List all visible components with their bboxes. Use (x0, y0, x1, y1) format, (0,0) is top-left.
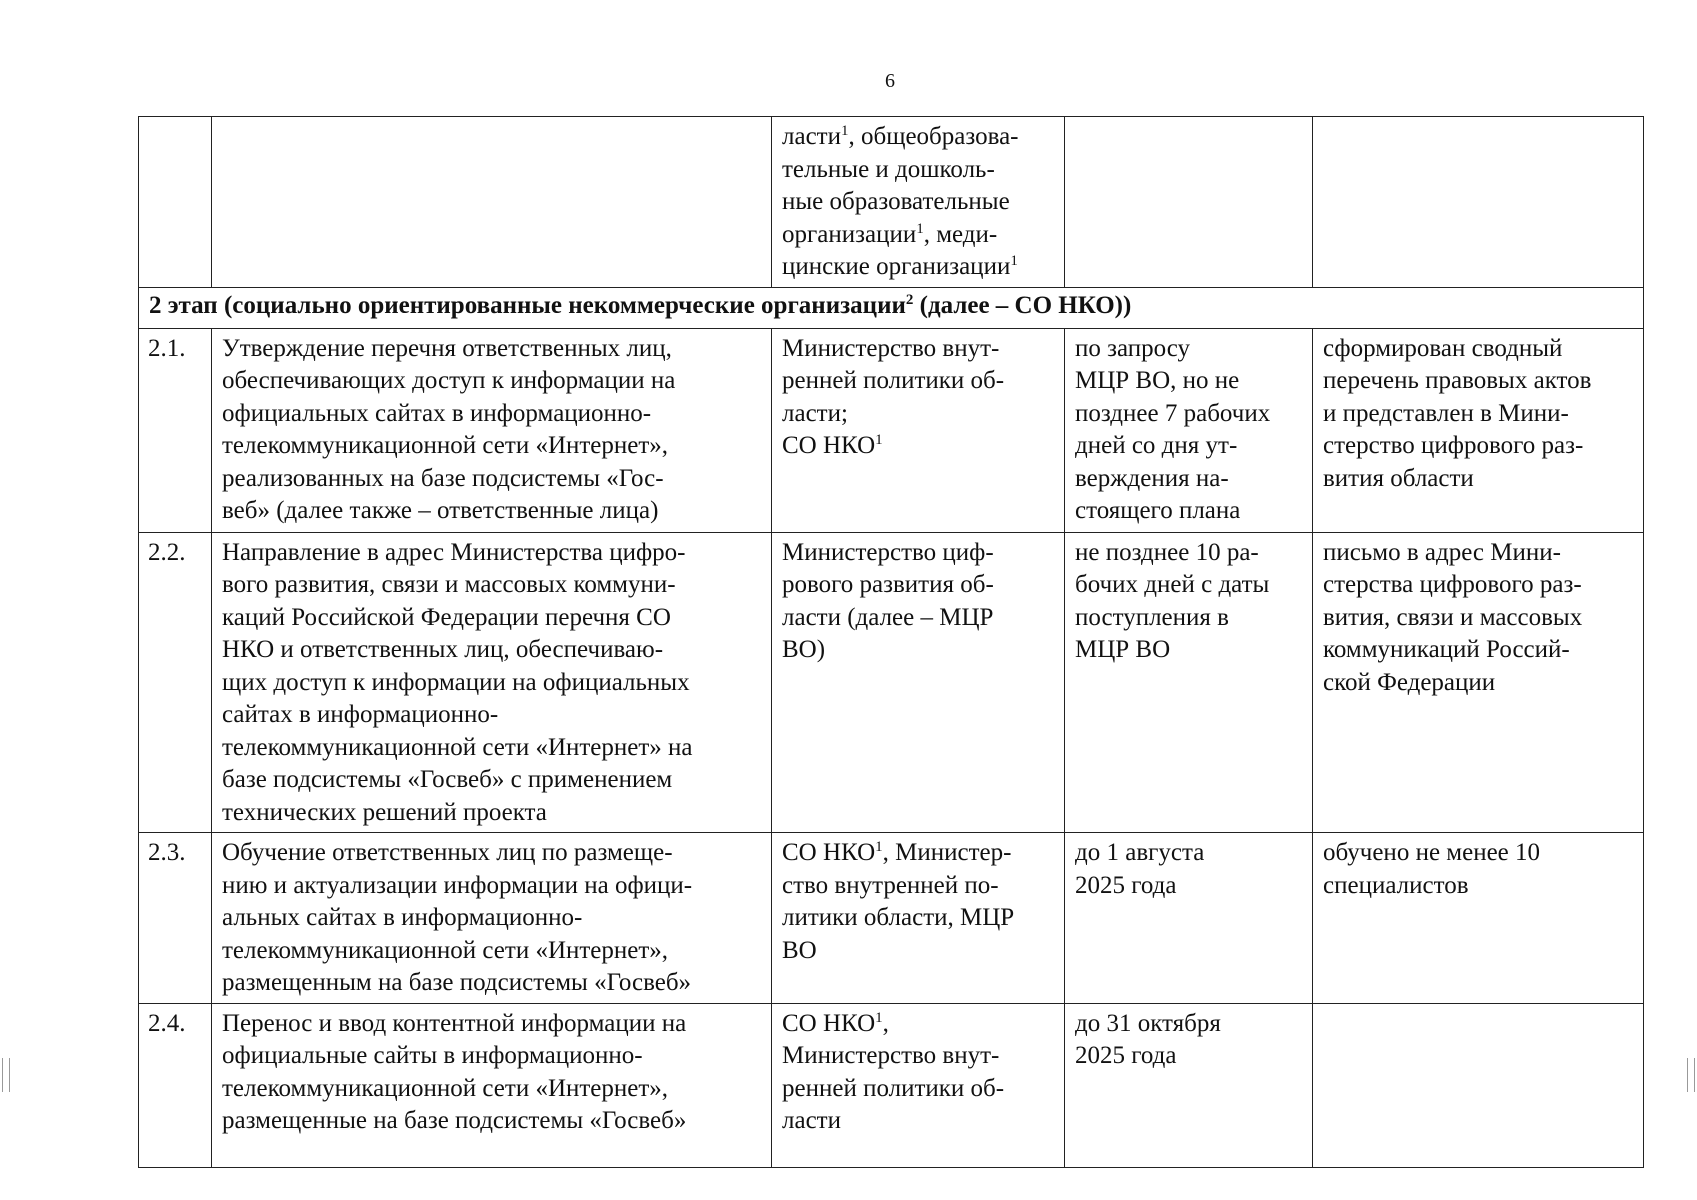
deadline-cell: по запросу МЦР ВО, но не позднее 7 рабочих дней со дня ут- верждения на- стоящего плана (1065, 328, 1313, 532)
result-cell (1313, 1003, 1644, 1167)
responsible-cell: СО НКО$^1$, Министерство внут- ренней политики об- ласти (772, 1003, 1065, 1167)
deadline-cell: до 1 августа 2025 года (1065, 833, 1313, 1004)
responsible-cell: ласти$^1$, общеобразова- тельные и дошколь- ные образовательные организации$^1$, меди- цинские организации$^1$ (772, 117, 1065, 288)
number-cell (139, 117, 212, 288)
table-row (139, 1003, 1644, 1167)
responsible-cell: Министерство циф- рового развития об- ласти (далее – МЦР ВО) (772, 532, 1065, 833)
stage-header-row (139, 287, 1644, 328)
row-number: 2.2. (139, 532, 212, 833)
stage-header: 2 этап (социально ориентированные некоммерческие организации$^2$ (далее – СО НКО)) (139, 287, 1644, 328)
page-number: 6 (885, 70, 895, 92)
table-row (139, 532, 1644, 833)
deadline-cell (1065, 117, 1313, 288)
result-cell: сформирован сводный перечень правовых актов и представлен в Мини- стерство цифрового раз- вития области (1313, 328, 1644, 532)
event-cell (212, 117, 772, 288)
continuation-row (139, 117, 1644, 288)
scan-margin-mark (1687, 1058, 1695, 1092)
event-cell: Перенос и ввод контентной информации на официальные сайты в информационно- телекоммуникационной сети «Интернет», размещенные на базе подсистемы «Госвеб» (212, 1003, 772, 1167)
responsible-cell: Министерство внут- ренней политики об- ласти; СО НКО$^1$ (772, 328, 1065, 532)
deadline-cell: до 31 октября 2025 года (1065, 1003, 1313, 1167)
event-cell: Обучение ответственных лиц по размеще- нию и актуализации информации на офици- альных сайтах в информационно- телекоммуникационной сети «Интернет», размещенным на базе подсистемы «Госвеб» (212, 833, 772, 1004)
row-number: 2.4. (139, 1003, 212, 1167)
result-cell (1313, 117, 1644, 288)
action-plan-table (138, 116, 1644, 1168)
event-cell: Направление в адрес Министерства цифро- вого развития, связи и массовых коммуни- каций Российской Федерации перечня СО НКО и ответственных лиц, обеспечиваю- щих доступ к информации на официальных сайтах в информационно- телекоммуникационной сети «Интернет» на базе подсистемы «Госвеб» с применением технических решений проекта (212, 532, 772, 833)
result-cell: письмо в адрес Мини- стерства цифрового раз- вития, связи и массовых коммуникаций Россий- ской Федерации (1313, 532, 1644, 833)
table-row (139, 833, 1644, 1004)
row-number: 2.1. (139, 328, 212, 532)
table-row (139, 328, 1644, 532)
scan-margin-mark (2, 1058, 10, 1092)
responsible-cell: СО НКО$^1$, Министер- ство внутренней по- литики области, МЦР ВО (772, 833, 1065, 1004)
event-cell: Утверждение перечня ответственных лиц, обеспечивающих доступ к информации на официальных сайтах в информационно- телекоммуникационной сети «Интернет», реализованных на базе подсистемы «Гос- веб» (далее также – ответственные лица) (212, 328, 772, 532)
deadline-cell: не позднее 10 ра- бочих дней с даты поступления в МЦР ВО (1065, 532, 1313, 833)
result-cell: обучено не менее 10 специалистов (1313, 833, 1644, 1004)
row-number: 2.3. (139, 833, 212, 1004)
